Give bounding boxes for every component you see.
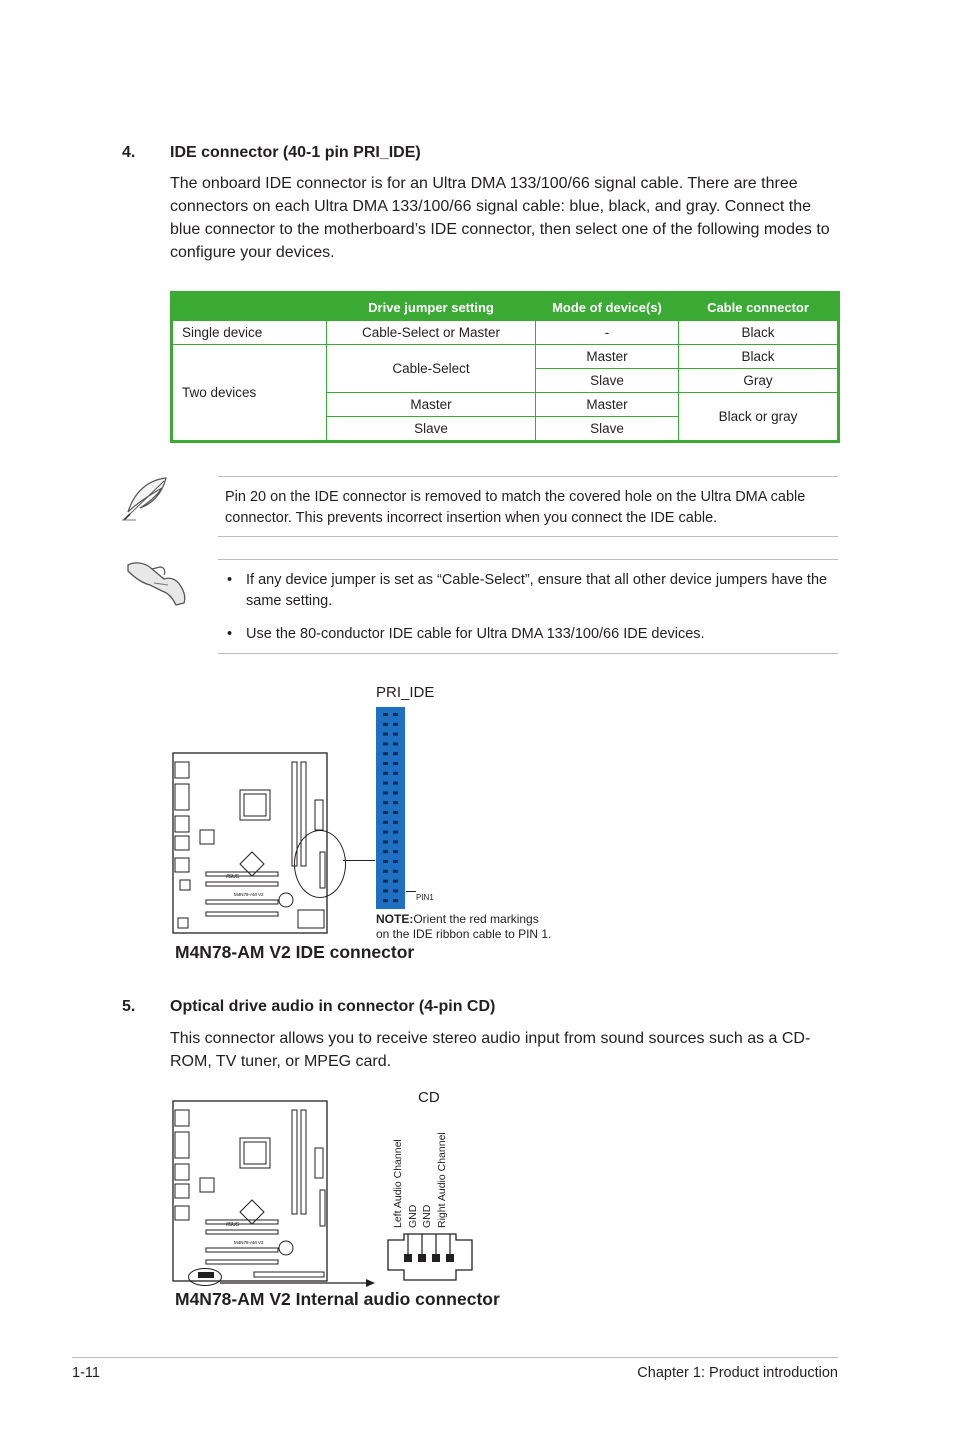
ide-pin	[383, 772, 388, 775]
ide-pin	[393, 742, 398, 745]
table-row	[172, 321, 839, 345]
ide-pin	[383, 821, 388, 824]
cd-pin-labels	[392, 1116, 470, 1228]
table-cell: -	[536, 321, 679, 345]
ide-note-bold: NOTE:	[376, 912, 414, 926]
ide-pin	[393, 801, 398, 804]
table-cell: Slave	[327, 417, 536, 442]
ide-note-line1: Orient the red markings	[413, 912, 539, 926]
ide-pin	[393, 762, 398, 765]
table-header-row	[172, 293, 839, 321]
ide-pin	[393, 782, 398, 785]
cd-pin-gnd-1: GND	[407, 1204, 419, 1228]
table-row	[172, 345, 839, 369]
cd-pin-left-audio: Left Audio Channel	[392, 1139, 404, 1228]
section-4-body: The onboard IDE connector is for an Ultra DMA 133/100/66 signal cable. There are three connectors on each Ultra DMA 133/100/66 signal cable: blue, black, and gray. Connect the blue connector to the motherboard’s IDE connector, then select one of the following modes to configure your devices.	[170, 175, 830, 261]
ide-note-line2: on the IDE ribbon cable to PIN 1.	[376, 927, 552, 941]
ide-pin	[393, 860, 398, 863]
section-4-title: IDE connector (40-1 pin PRI_IDE)	[170, 144, 421, 161]
ide-pin	[393, 831, 398, 834]
cd-highlight-circle	[188, 1268, 222, 1286]
caution-item-1: If any device jumper is set as “Cable-Select”, ensure that all other device jumpers have the same setting.	[246, 572, 828, 609]
cd-connector	[386, 1232, 474, 1289]
ide-pin	[393, 752, 398, 755]
section-5-number: 5.	[122, 998, 136, 1015]
ide-callout-line	[343, 860, 375, 861]
table-header-cell: Drive jumper setting	[327, 293, 536, 321]
note-text: Pin 20 on the IDE connector is removed to match the covered hole on the Ultra DMA cable connector. This prevents incorrect insertion when you connect the IDE cable.	[225, 489, 806, 526]
chapter-title: Chapter 1: Product introduction	[637, 1365, 838, 1381]
feather-pen-icon	[118, 474, 172, 529]
ide-pin	[393, 811, 398, 814]
caution-bullet-2: •	[227, 626, 233, 642]
cd-pin-gnd-2: GND	[421, 1204, 433, 1228]
ide-pin	[383, 880, 388, 883]
pin1-label: PIN1	[416, 893, 434, 902]
ide-pin	[393, 791, 398, 794]
page-number: 1-11	[72, 1365, 100, 1381]
ide-pin	[383, 899, 388, 902]
table-cell: Master	[536, 393, 679, 417]
section-4-number: 4.	[122, 144, 136, 161]
ide-pin	[393, 723, 398, 726]
ide-pin	[383, 713, 388, 716]
motherboard-layout-cd	[170, 1098, 330, 1288]
ide-pin	[393, 880, 398, 883]
ide-pin	[383, 840, 388, 843]
ide-pin	[383, 889, 388, 892]
ide-pin	[393, 889, 398, 892]
figure-1-caption: M4N78-AM V2 IDE connector	[175, 942, 415, 962]
figure-2-caption: M4N78-AM V2 Internal audio connector	[175, 1289, 500, 1309]
ide-pin	[383, 870, 388, 873]
ide-pin	[383, 831, 388, 834]
ide-pin	[393, 840, 398, 843]
note-bottom-rule	[218, 536, 838, 537]
pin1-pointer	[406, 891, 416, 892]
ide-pin	[383, 801, 388, 804]
board-model-label: M4N78-AM V2	[234, 892, 264, 897]
table-cell: Black or gray	[679, 393, 839, 442]
ide-pin	[383, 723, 388, 726]
ide-pin	[393, 870, 398, 873]
board-brand-label: /ISUS	[226, 874, 240, 880]
ide-pin	[393, 850, 398, 853]
ide-pin	[393, 733, 398, 736]
table-header-cell: Cable connector	[679, 293, 839, 321]
ide-pin	[383, 782, 388, 785]
ide-pin	[383, 752, 388, 755]
table-cell: Slave	[536, 417, 679, 442]
caution-bullet-1: •	[227, 572, 233, 588]
ide-pin	[393, 899, 398, 902]
table-header-cell: Mode of device(s)	[536, 293, 679, 321]
board-brand-label: /ISUS	[226, 1222, 240, 1228]
table-cell: Cable-Select or Master	[327, 321, 536, 345]
ide-pin	[383, 733, 388, 736]
ide-pin	[393, 821, 398, 824]
ide-jumper-table	[170, 291, 840, 443]
pri-ide-connector	[376, 707, 405, 909]
ide-highlight-circle	[294, 830, 346, 898]
table-cell: Slave	[536, 369, 679, 393]
footer-rule	[72, 1357, 838, 1358]
table-cell: Master	[536, 345, 679, 369]
section-5-title: Optical drive audio in connector (4-pin CD)	[170, 998, 496, 1015]
cd-pin-right-audio: Right Audio Channel	[436, 1132, 448, 1228]
table-cell: Gray	[679, 369, 839, 393]
hand-caution-icon	[124, 555, 188, 612]
table-cell: Master	[327, 393, 536, 417]
ide-pin	[383, 860, 388, 863]
caution-item-2: Use the 80-conductor IDE cable for Ultra DMA 133/100/66 IDE devices.	[246, 626, 705, 642]
ide-pin	[393, 772, 398, 775]
ide-orientation-note	[376, 912, 551, 942]
table-cell: Black	[679, 345, 839, 369]
table-cell: Single device	[172, 321, 327, 345]
table-cell: Two devices	[172, 345, 327, 442]
ide-pin	[383, 811, 388, 814]
cd-label: CD	[418, 1089, 440, 1106]
table-cell: Cable-Select	[327, 345, 536, 393]
board-model-label: M4N78-AM V2	[234, 1240, 264, 1245]
ide-pin	[393, 713, 398, 716]
table-header-cell	[172, 293, 327, 321]
caution-bottom-rule	[218, 653, 838, 654]
ide-pin	[383, 762, 388, 765]
note-top-rule	[218, 476, 838, 477]
caution-top-rule	[218, 559, 838, 560]
section-5-body: This connector allows you to receive stereo audio input from sound sources such as a CD-ROM, TV tuner, or MPEG card.	[170, 1030, 811, 1070]
table-cell: Black	[679, 321, 839, 345]
ide-pin	[383, 742, 388, 745]
ide-pin	[383, 791, 388, 794]
ide-pin	[383, 850, 388, 853]
pri-ide-label: PRI_IDE	[376, 684, 435, 701]
